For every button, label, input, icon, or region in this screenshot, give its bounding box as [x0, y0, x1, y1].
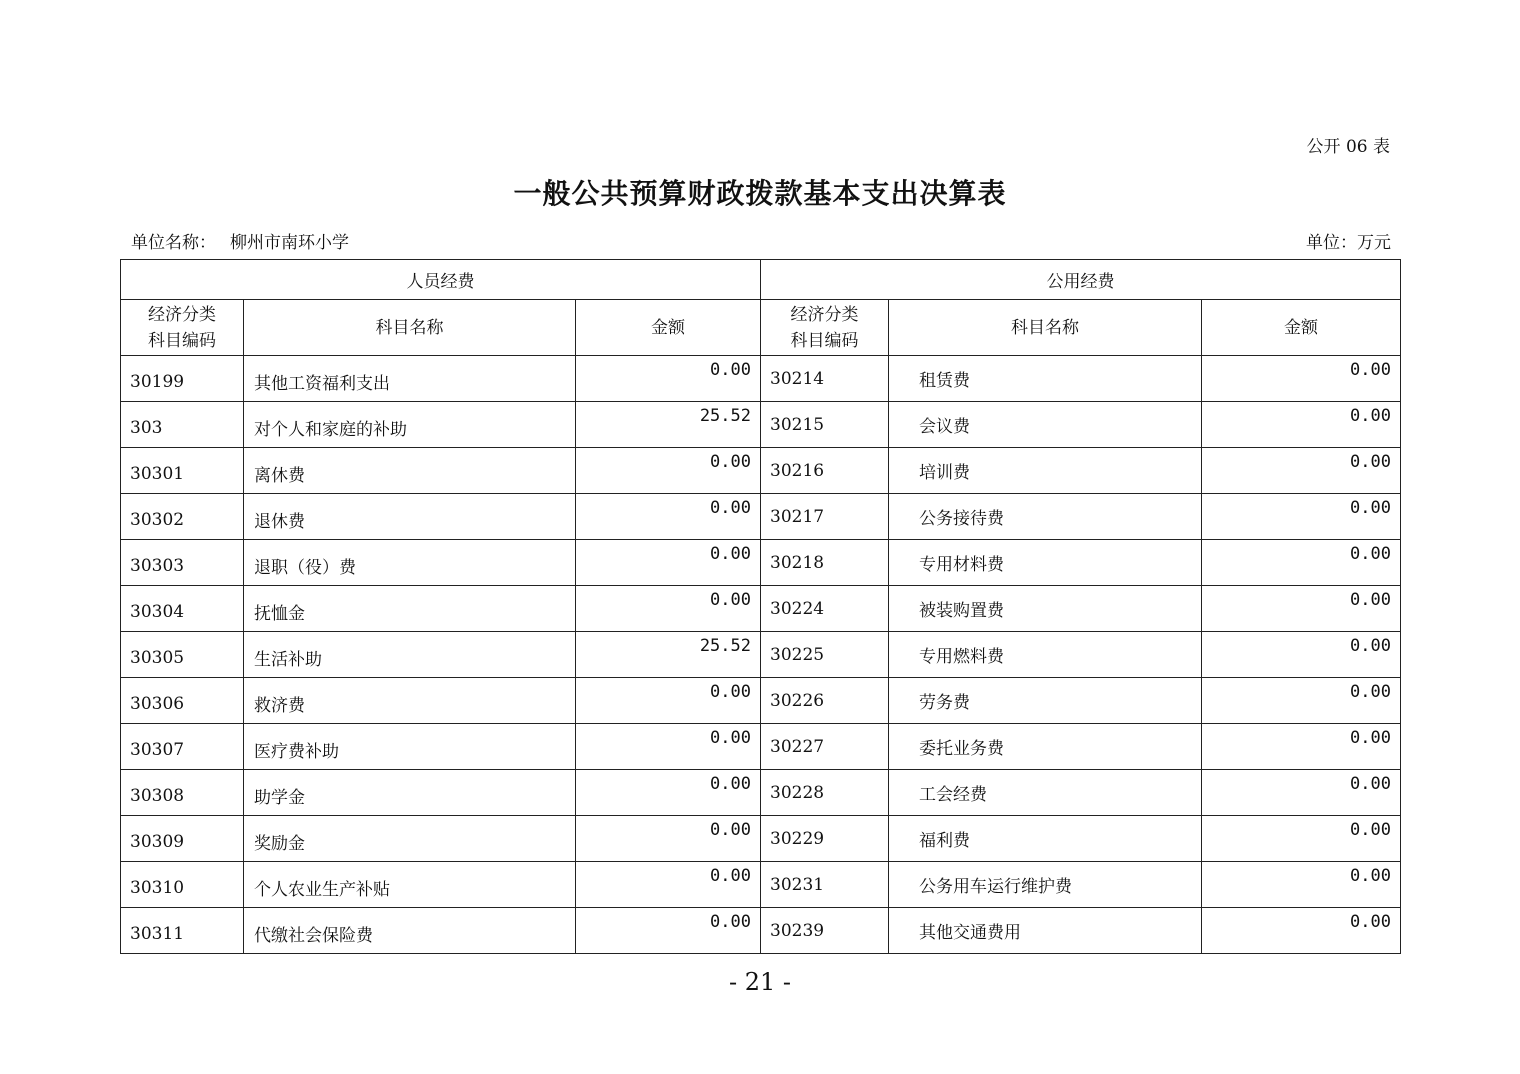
- amount-left: 0.00: [576, 862, 761, 908]
- item-code-left: 30301: [121, 448, 244, 494]
- item-code-right: 30225: [761, 632, 889, 678]
- item-code-left: 30307: [121, 724, 244, 770]
- item-code-right: 30231: [761, 862, 889, 908]
- table-row: [121, 448, 1401, 494]
- item-code-left: 30306: [121, 678, 244, 724]
- item-name-right: 其他交通费用: [889, 908, 1202, 954]
- item-code-right: 30229: [761, 816, 889, 862]
- item-name-left: 个人农业生产补贴: [244, 862, 576, 908]
- item-code-right: 30226: [761, 678, 889, 724]
- item-name-right: 培训费: [889, 448, 1202, 494]
- item-code-right: 30224: [761, 586, 889, 632]
- item-code-left: 30308: [121, 770, 244, 816]
- table-row: [121, 402, 1401, 448]
- table-row: [121, 816, 1401, 862]
- amount-left: 0.00: [576, 908, 761, 954]
- currency-unit: 单位：万元: [1306, 233, 1391, 253]
- group-header-row: [121, 260, 1401, 300]
- table-row: [121, 862, 1401, 908]
- table-row: [121, 908, 1401, 954]
- item-name-left: 退职（役）费: [244, 540, 576, 586]
- amount-left: 0.00: [576, 816, 761, 862]
- item-code-left: 30309: [121, 816, 244, 862]
- amount-right: 0.00: [1202, 448, 1401, 494]
- item-name-left: 救济费: [244, 678, 576, 724]
- item-name-left: 代缴社会保险费: [244, 908, 576, 954]
- amount-right: 0.00: [1202, 678, 1401, 724]
- amount-left: 0.00: [576, 586, 761, 632]
- amount-right: 0.00: [1202, 402, 1401, 448]
- unit-name-value: 柳州市南环小学: [230, 233, 349, 253]
- amount-left: 0.00: [576, 494, 761, 540]
- amount-right: 0.00: [1202, 586, 1401, 632]
- item-code-right: 30216: [761, 448, 889, 494]
- column-header-code-left: 经济分类 科目编码: [121, 300, 244, 356]
- item-name-right: 公务接待费: [889, 494, 1202, 540]
- item-name-right: 委托业务费: [889, 724, 1202, 770]
- amount-right: 0.00: [1202, 816, 1401, 862]
- amount-left: 0.00: [576, 448, 761, 494]
- item-name-right: 被装购置费: [889, 586, 1202, 632]
- item-name-left: 医疗费补助: [244, 724, 576, 770]
- amount-left: 0.00: [576, 356, 761, 402]
- item-name-left: 退休费: [244, 494, 576, 540]
- column-header-name-left: 科目名称: [244, 300, 576, 356]
- item-name-right: 公务用车运行维护费: [889, 862, 1202, 908]
- group-header-personnel: 人员经费: [121, 260, 761, 300]
- amount-right: 0.00: [1202, 356, 1401, 402]
- budget-table: [120, 259, 1401, 954]
- amount-right: 0.00: [1202, 494, 1401, 540]
- column-header-amount-left: 金额: [576, 300, 761, 356]
- item-code-left: 303: [121, 402, 244, 448]
- amount-left: 25.52: [576, 632, 761, 678]
- item-code-right: 30228: [761, 770, 889, 816]
- item-name-left: 助学金: [244, 770, 576, 816]
- amount-right: 0.00: [1202, 908, 1401, 954]
- item-name-left: 生活补助: [244, 632, 576, 678]
- item-name-left: 抚恤金: [244, 586, 576, 632]
- column-header-code-right: 经济分类 科目编码: [761, 300, 889, 356]
- amount-left: 0.00: [576, 770, 761, 816]
- item-name-right: 专用燃料费: [889, 632, 1202, 678]
- item-code-right: 30214: [761, 356, 889, 402]
- amount-right: 0.00: [1202, 632, 1401, 678]
- item-code-left: 30302: [121, 494, 244, 540]
- amount-left: 25.52: [576, 402, 761, 448]
- unit-name-label: 单位名称：: [131, 233, 216, 253]
- group-header-public: 公用经费: [761, 260, 1401, 300]
- table-row: [121, 586, 1401, 632]
- item-name-left: 其他工资福利支出: [244, 356, 576, 402]
- item-code-left: 30304: [121, 586, 244, 632]
- amount-right: 0.00: [1202, 724, 1401, 770]
- item-name-left: 奖励金: [244, 816, 576, 862]
- table-row: [121, 632, 1401, 678]
- column-header-name-right: 科目名称: [889, 300, 1202, 356]
- page-number: - 21 -: [728, 968, 791, 996]
- item-code-left: 30305: [121, 632, 244, 678]
- amount-right: 0.00: [1202, 540, 1401, 586]
- item-code-left: 30310: [121, 862, 244, 908]
- unit-name: [131, 228, 349, 253]
- table-row: [121, 770, 1401, 816]
- document-title: 一般公共预算财政拨款基本支出决算表: [513, 177, 1007, 210]
- item-name-left: 离休费: [244, 448, 576, 494]
- column-header-row: [121, 300, 1401, 356]
- column-header-amount-right: 金额: [1202, 300, 1401, 356]
- amount-left: 0.00: [576, 678, 761, 724]
- item-code-left: 30199: [121, 356, 244, 402]
- item-code-right: 30239: [761, 908, 889, 954]
- item-name-right: 专用材料费: [889, 540, 1202, 586]
- item-code-right: 30227: [761, 724, 889, 770]
- table-row: [121, 356, 1401, 402]
- table-row: [121, 678, 1401, 724]
- item-code-right: 30215: [761, 402, 889, 448]
- table-number: 公开 06 表: [1306, 137, 1390, 157]
- table-row: [121, 540, 1401, 586]
- item-name-right: 租赁费: [889, 356, 1202, 402]
- amount-left: 0.00: [576, 540, 761, 586]
- table-row: [121, 494, 1401, 540]
- item-name-right: 工会经费: [889, 770, 1202, 816]
- item-code-left: 30303: [121, 540, 244, 586]
- item-name-right: 福利费: [889, 816, 1202, 862]
- item-code-right: 30218: [761, 540, 889, 586]
- amount-right: 0.00: [1202, 862, 1401, 908]
- item-name-left: 对个人和家庭的补助: [244, 402, 576, 448]
- amount-right: 0.00: [1202, 770, 1401, 816]
- item-code-right: 30217: [761, 494, 889, 540]
- item-name-right: 会议费: [889, 402, 1202, 448]
- item-name-right: 劳务费: [889, 678, 1202, 724]
- table-row: [121, 724, 1401, 770]
- item-code-left: 30311: [121, 908, 244, 954]
- amount-left: 0.00: [576, 724, 761, 770]
